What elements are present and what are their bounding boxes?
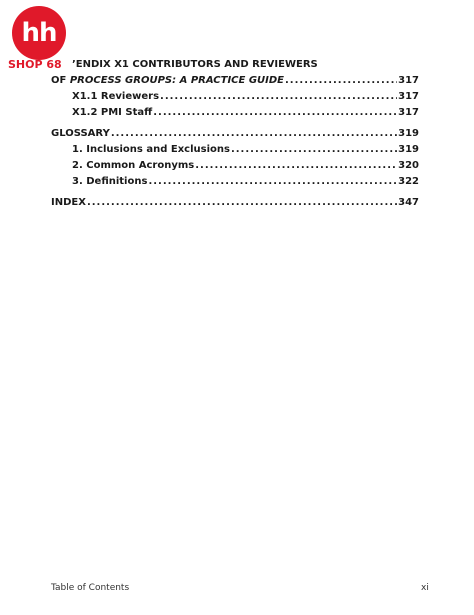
toc-entry-reviewers[interactable] — [51, 89, 419, 105]
dot-leader — [160, 89, 397, 105]
toc-page-number: 317 — [398, 107, 419, 118]
dot-leader — [87, 195, 397, 211]
toc-appendix-title — [51, 57, 419, 73]
table-of-contents — [51, 57, 419, 211]
toc-entry-definitions[interactable] — [51, 174, 419, 190]
toc-page-number: 322 — [398, 176, 419, 187]
toc-label: OF PROCESS GROUPS: A PRACTICE GUIDE — [51, 75, 284, 86]
toc-page-number: 317 — [398, 91, 419, 102]
footer-page-number: xi — [421, 583, 429, 593]
toc-entry-pmi-staff[interactable] — [51, 105, 419, 121]
dot-leader — [285, 73, 397, 89]
toc-label: 3. Definitions — [72, 176, 148, 187]
toc-entry-inclusions[interactable] — [51, 142, 419, 158]
logo-mark: hh — [12, 6, 66, 60]
toc-label: GLOSSARY — [51, 128, 110, 139]
logo-text: SHOP 68 — [8, 58, 62, 71]
toc-page-number: 319 — [398, 128, 419, 139]
toc-label: 2. Common Acronyms — [72, 160, 195, 171]
toc-page-number: 320 — [398, 160, 419, 171]
toc-page-number: 347 — [398, 197, 419, 208]
toc-label: X1.2 PMI Staff — [72, 107, 153, 118]
toc-page-number: 317 — [398, 75, 419, 86]
dot-leader — [195, 158, 397, 174]
dot-leader — [148, 174, 397, 190]
dot-leader — [231, 142, 397, 158]
toc-entry-appendix[interactable] — [51, 73, 419, 89]
dot-leader — [153, 105, 397, 121]
toc-entry-glossary[interactable] — [51, 126, 419, 142]
toc-label: 1. Inclusions and Exclusions — [72, 144, 230, 155]
dot-leader — [111, 126, 397, 142]
toc-entry-index[interactable] — [51, 195, 419, 211]
toc-entry-acronyms[interactable] — [51, 158, 419, 174]
toc-label: X1.1 Reviewers — [72, 91, 160, 102]
toc-label: ’ENDIX X1 CONTRIBUTORS AND REVIEWERS — [72, 59, 318, 70]
footer-section-title: Table of Contents — [51, 583, 130, 593]
toc-page-number: 319 — [398, 144, 419, 155]
toc-label: INDEX — [51, 197, 86, 208]
